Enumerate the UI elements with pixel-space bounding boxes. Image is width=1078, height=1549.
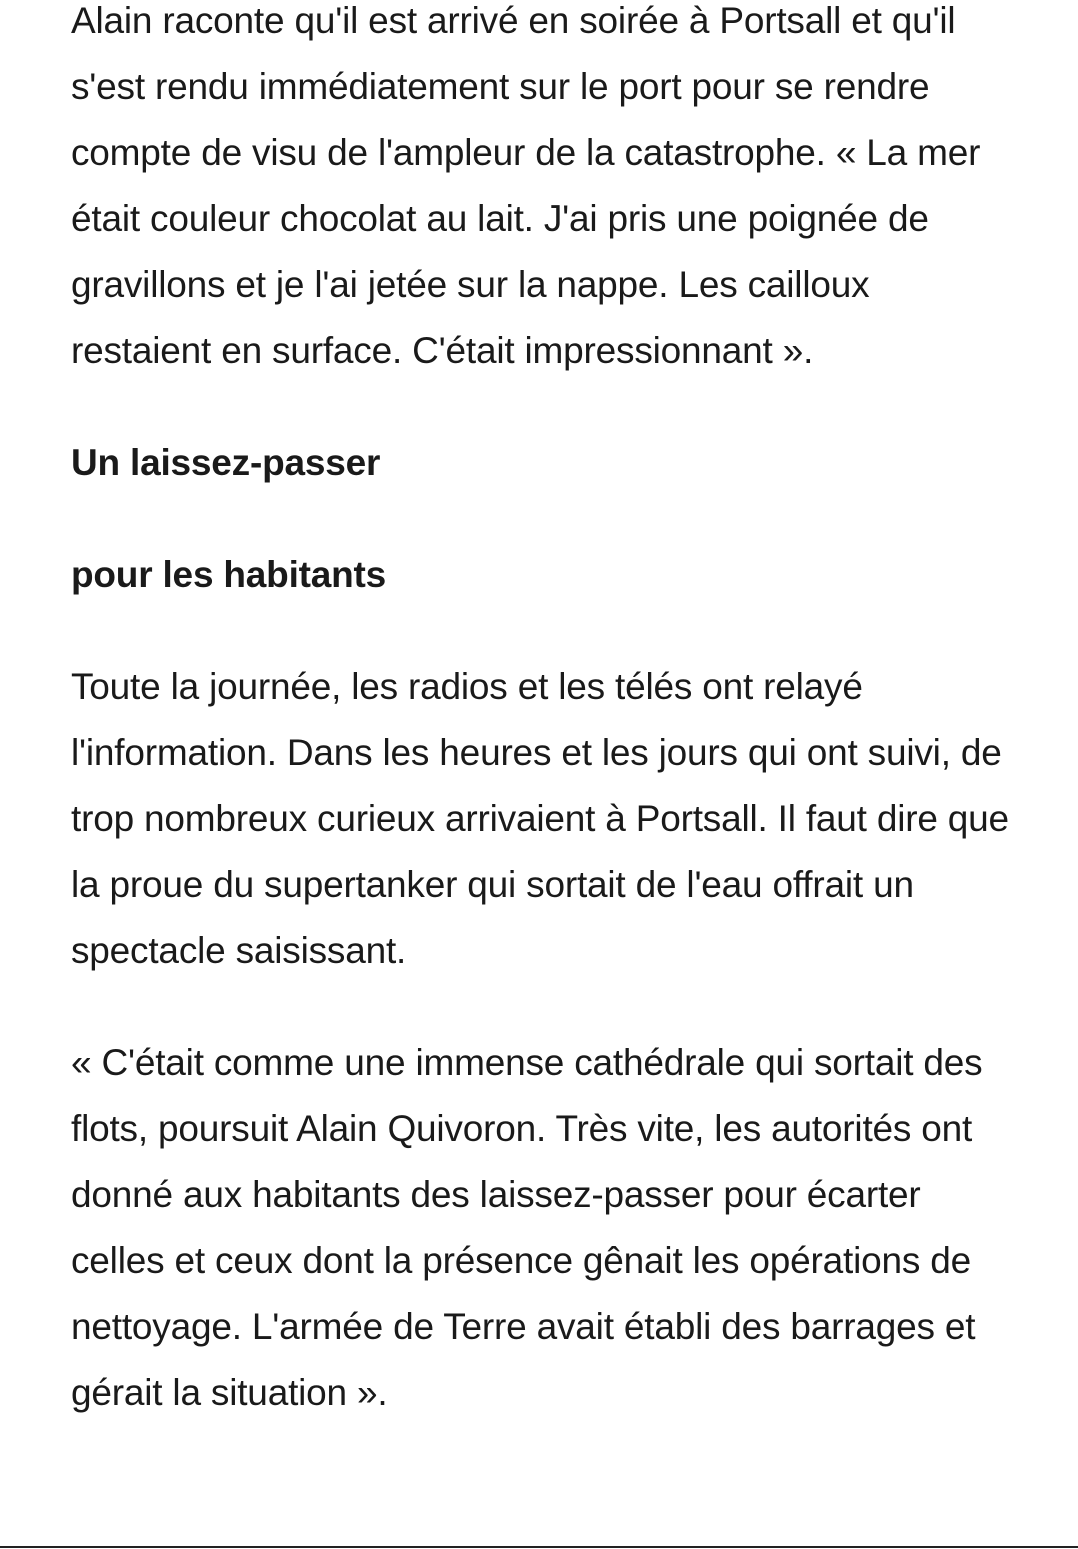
article-paragraph: « C'était comme une immense cathédrale qui sortait des flots, poursuit Alain Quivoron. Très vite, les autorités ont donné aux habitants des laissez-passer pour écarter celles et ceux dont la présence gênait les opérations de nettoyage. L'armée de Terre avait établi des barrages et gérait la situation ».: [71, 1042, 983, 1413]
article-paragraph: Toute la journée, les radios et les télés ont relayé l'information. Dans les heures et les jours qui ont suivi, de trop nombreux curieux arrivaient à Portsall. Il faut dire que la proue du supertanker qui sortait de l'eau offrait un spectacle saisissant.: [71, 666, 1009, 971]
section-subheading: Un laissez-passer: [71, 442, 381, 483]
article-body: [71, 0, 1011, 1472]
article-paragraph: Alain raconte qu'il est arrivé en soirée à Portsall et qu'il s'est rendu immédiatement sur le port pour se rendre compte de visu de l'ampleur de la catastrophe. « La mer était couleur chocolat au lait. J'ai pris une poignée de gravillons et je l'ai jetée sur la nappe. Les cailloux restaient en surface. C'était impressionnant ».: [71, 0, 981, 371]
bottom-divider: [0, 1546, 1078, 1548]
section-subheading-continued: pour les habitants: [71, 554, 387, 595]
